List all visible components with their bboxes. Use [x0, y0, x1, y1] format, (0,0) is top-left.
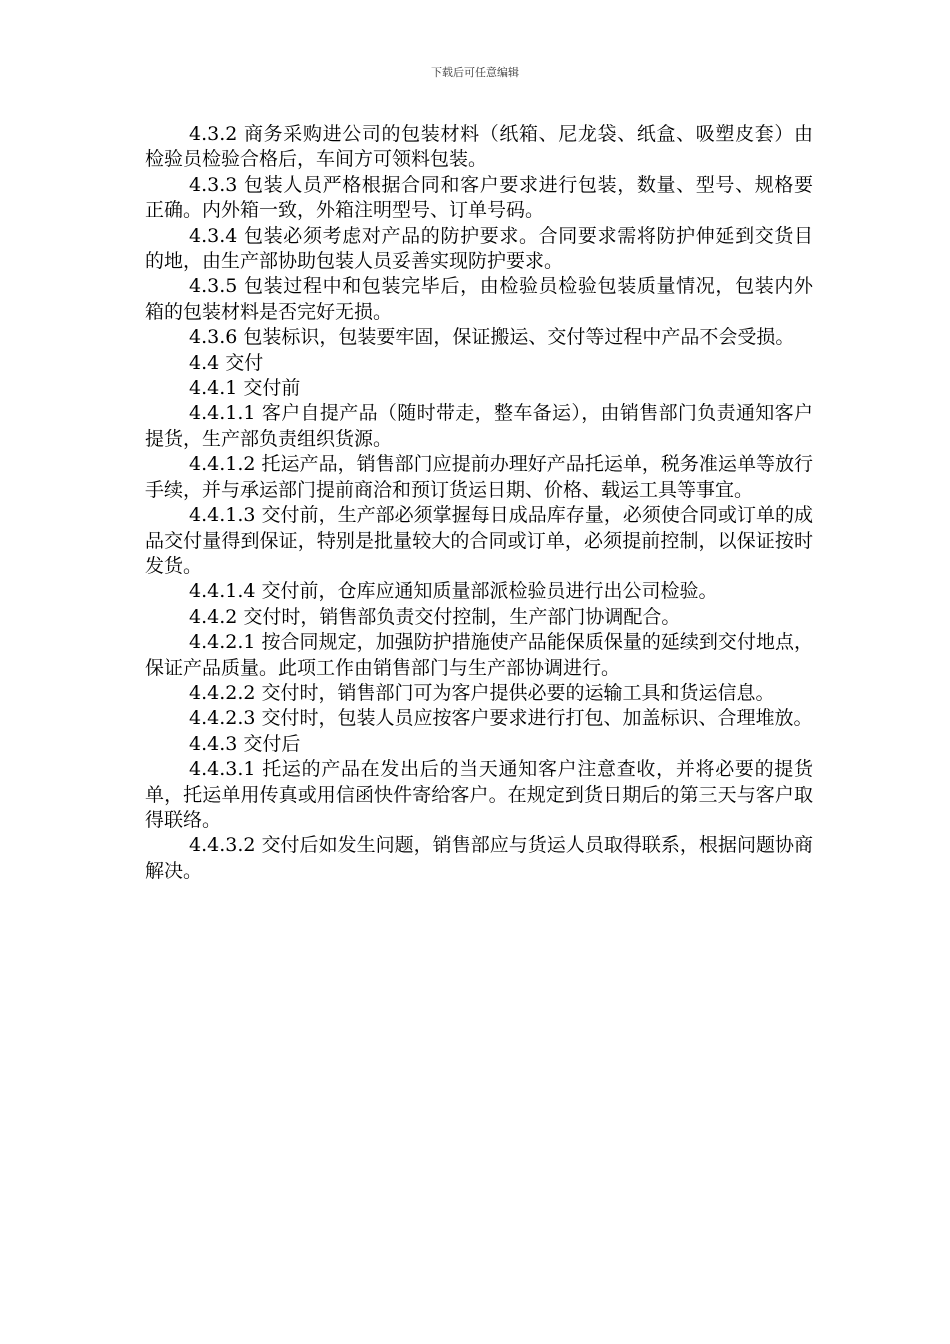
section-heading-4-4: 4.4 交付 [189, 351, 264, 374]
paragraph-4-4-2: 4.4.2 交付时，销售部负责交付控制，生产部门协调配合。 [189, 605, 681, 628]
paragraph-4-4-3-2: 4.4.3.2 交付后如发生问题，销售部应与货运人员取得联系，根据问题协商解决。 [145, 834, 813, 882]
paragraph-4-4-1-1: 4.4.1.1 客户自提产品（随时带走，整车备运），由销售部门负责通知客户提货，生产部负责组织货源。 [145, 402, 813, 450]
paragraph-4-4-1-3: 4.4.1.3 交付前，生产部必须掌握每日成品库存量，必须使合同或订单的成品交付量得到保证，特别是批量较大的合同或订单，必须提前控制，以保证按时发货。 [145, 504, 813, 577]
paragraph-4-3-4: 4.3.4 包装必须考虑对产品的防护要求。合同要求需将防护伸延到交货目的地，由生产部协助包装人员妥善实现防护要求。 [145, 224, 813, 273]
section-heading-4-4-3: 4.4.3 交付后 [189, 732, 301, 755]
paragraph-4-4-3-1: 4.4.3.1 托运的产品在发出后的当天通知客户注意查收，并将必要的提货单，托运单用传真或用信函快件寄给客户。在规定到货日期后的第三天与客户取得联络。 [145, 758, 813, 831]
paragraph-4-3-2: 4.3.2 商务采购进公司的包装材料（纸箱、尼龙袋、纸盒、吸塑皮套）由检验员检验合格后，车间方可领料包装。 [145, 123, 813, 171]
paragraph-4-3-6: 4.3.6 包装标识，包装要牢固，保证搬运、交付等过程中产品不会受损。 [189, 326, 795, 349]
paragraph-4-4-1-2: 4.4.1.2 托运产品，销售部门应提前办理好产品托运单，税务准运单等放行手续，并与承运部门提前商洽和预订货运日期、价格、载运工具等事宜。 [145, 453, 813, 501]
section-heading-4-4-1: 4.4.1 交付前 [189, 377, 301, 400]
paragraph-4-4-2-1: 4.4.2.1 按合同规定，加强防护措施使产品能保质保量的延续到交付地点，保证产品质量。此项工作由销售部门与生产部协调进行。 [145, 631, 813, 679]
paragraph-4-4-2-3: 4.4.2.3 交付时，包装人员应按客户要求进行打包、加盖标识、合理堆放。 [189, 707, 813, 730]
paragraph-4-3-3: 4.3.3 包装人员严格根据合同和客户要求进行包装，数量、型号、规格要正确。内外箱一致，外箱注明型号、订单号码。 [145, 173, 813, 222]
page-header: 下载后可任意编辑 [431, 66, 519, 79]
paragraph-4-3-5: 4.3.5 包装过程中和包装完毕后，由检验员检验包装质量情况，包装内外箱的包装材料是否完好无损。 [145, 275, 813, 323]
paragraph-4-4-2-2: 4.4.2.2 交付时，销售部门可为客户提供必要的运输工具和货运信息。 [189, 681, 775, 704]
document-body [145, 122, 813, 884]
paragraph-4-4-1-4: 4.4.1.4 交付前，仓库应通知质量部派检验员进行出公司检验。 [189, 580, 718, 603]
